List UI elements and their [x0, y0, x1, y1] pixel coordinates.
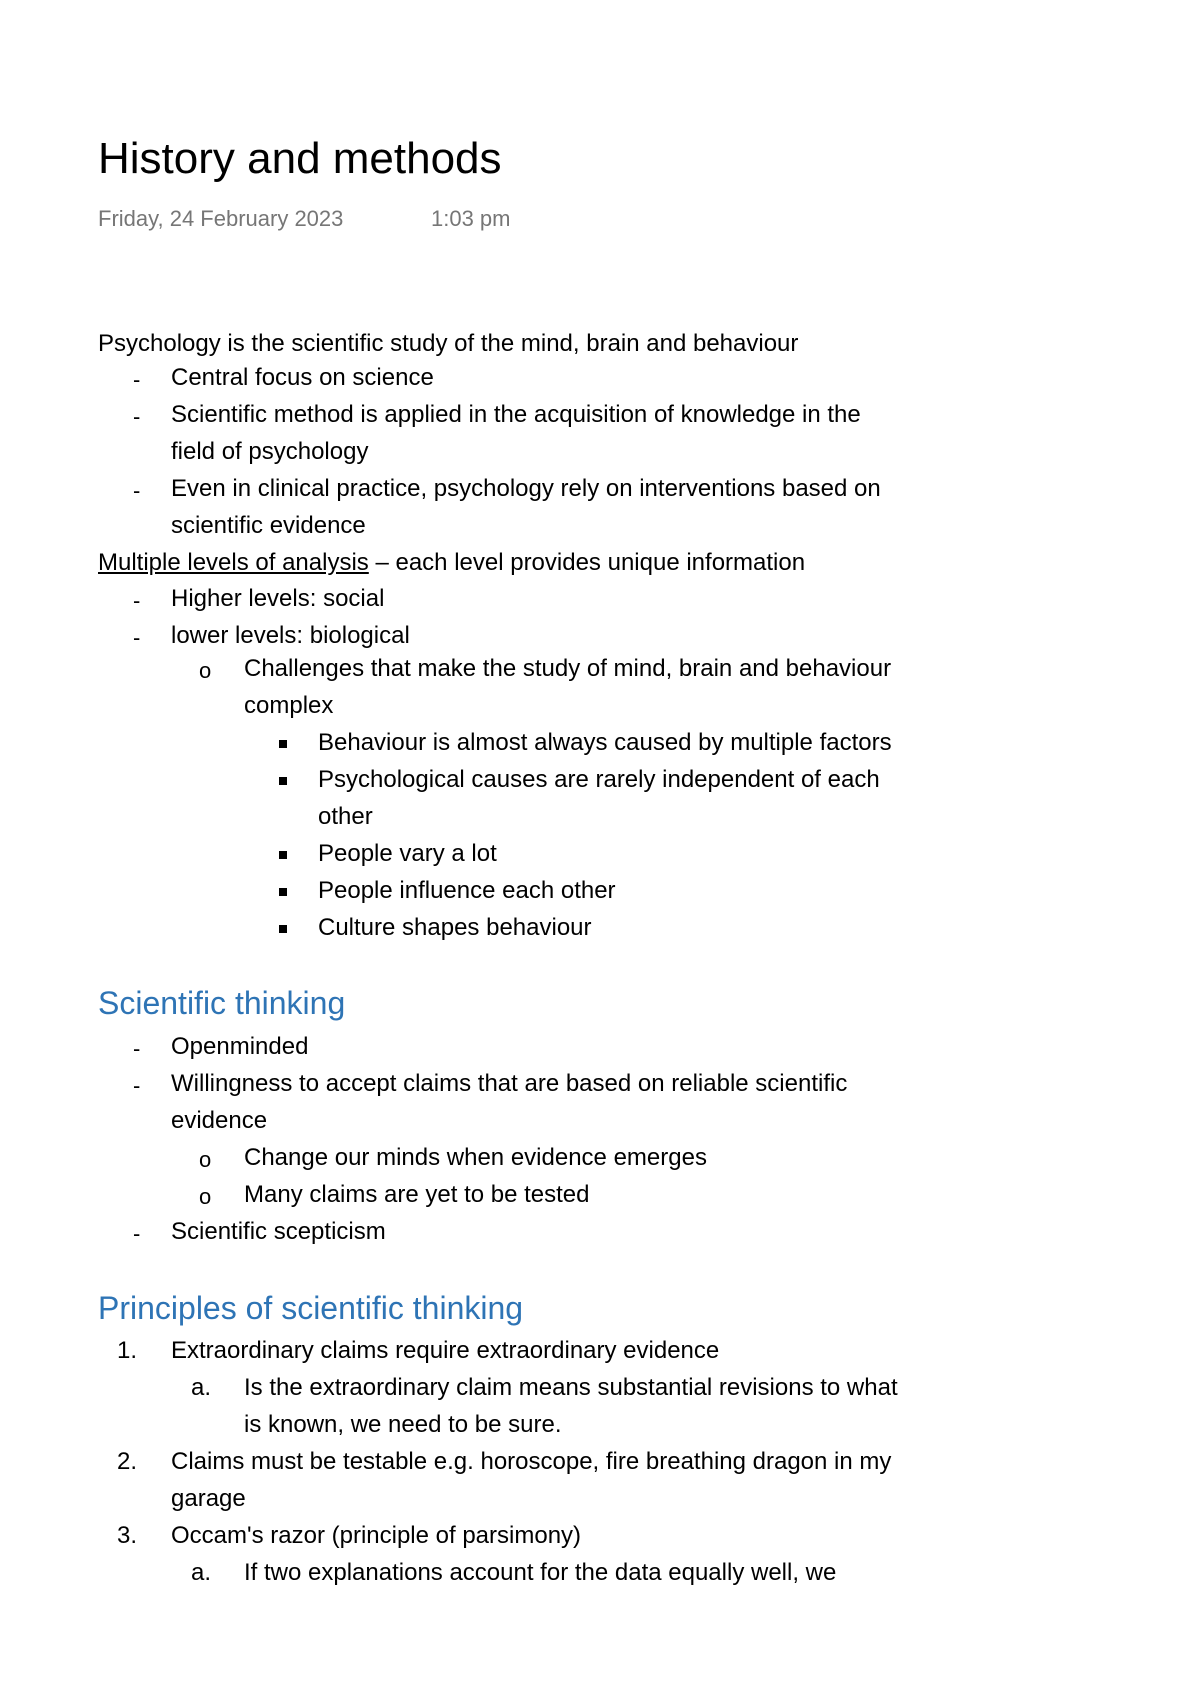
list-item: Scientific scepticism — [171, 1218, 386, 1245]
list-item: If two explanations account for the data equally well, we — [244, 1559, 837, 1586]
list-item-continued: scientific evidence — [171, 512, 366, 539]
list-item-continued: garage — [171, 1485, 246, 1512]
list-letter: a. — [191, 1374, 212, 1401]
page-date: Friday, 24 February 2023 — [98, 206, 344, 231]
list-letter: a. — [191, 1559, 212, 1586]
list-item: Many claims are yet to be tested — [244, 1181, 590, 1208]
list-item: People vary a lot — [318, 840, 497, 867]
list-item-continued: complex — [244, 692, 334, 719]
list-number: 2. — [117, 1448, 138, 1475]
list-item-continued: is known, we need to be sure. — [244, 1411, 562, 1438]
list-item: Claims must be testable e.g. horoscope, fire breathing dragon in my — [171, 1448, 892, 1475]
list-item-continued: other — [318, 803, 373, 830]
page-time: 1:03 pm — [431, 206, 511, 231]
levels-description: – each level provides unique information — [368, 549, 806, 576]
dash-bullet: - — [133, 367, 141, 392]
levels-heading: Multiple levels of analysis — [98, 549, 369, 576]
intro-text: Psychology is the scientific study of the mind, brain and behaviour — [98, 330, 799, 357]
dash-bullet: - — [133, 625, 141, 650]
page-title: History and methods — [98, 134, 502, 183]
square-bullet-icon — [279, 851, 287, 859]
list-item: Extraordinary claims require extraordinary evidence — [171, 1337, 720, 1364]
list-item: Challenges that make the study of mind, brain and behaviour — [244, 655, 892, 682]
list-number: 3. — [117, 1522, 138, 1549]
dash-bullet: - — [133, 404, 141, 429]
square-bullet-icon — [279, 777, 287, 785]
list-number: 1. — [117, 1337, 138, 1364]
list-item: People influence each other — [318, 877, 616, 904]
square-bullet-icon — [279, 888, 287, 896]
list-item: Higher levels: social — [171, 585, 385, 612]
dash-bullet: - — [133, 1036, 141, 1061]
list-item: Central focus on science — [171, 364, 434, 391]
circle-bullet: o — [199, 1184, 212, 1209]
list-item: Scientific method is applied in the acquisition of knowledge in the — [171, 401, 861, 428]
list-item: Culture shapes behaviour — [318, 914, 592, 941]
dash-bullet: - — [133, 478, 141, 503]
dash-bullet: - — [133, 1073, 141, 1098]
section-heading: Principles of scientific thinking — [98, 1290, 524, 1326]
list-item: Openminded — [171, 1033, 309, 1060]
square-bullet-icon — [279, 925, 287, 933]
list-item: lower levels: biological — [171, 622, 410, 649]
list-item-continued: field of psychology — [171, 438, 369, 465]
circle-bullet: o — [199, 658, 212, 683]
dash-bullet: - — [133, 1221, 141, 1246]
list-item: Change our minds when evidence emerges — [244, 1144, 707, 1171]
list-item: Willingness to accept claims that are based on reliable scientific — [171, 1070, 848, 1097]
list-item: Psychological causes are rarely independent of each — [318, 766, 880, 793]
list-item: Behaviour is almost always caused by multiple factors — [318, 729, 892, 756]
circle-bullet: o — [199, 1147, 212, 1172]
levels-line — [98, 545, 805, 581]
list-item: Occam's razor (principle of parsimony) — [171, 1522, 582, 1549]
list-item-continued: evidence — [171, 1107, 268, 1134]
section-heading: Scientific thinking — [98, 985, 346, 1021]
list-item: Even in clinical practice, psychology rely on interventions based on — [171, 475, 881, 502]
dash-bullet: - — [133, 588, 141, 613]
square-bullet-icon — [279, 740, 287, 748]
list-item: Is the extraordinary claim means substantial revisions to what — [244, 1374, 898, 1401]
